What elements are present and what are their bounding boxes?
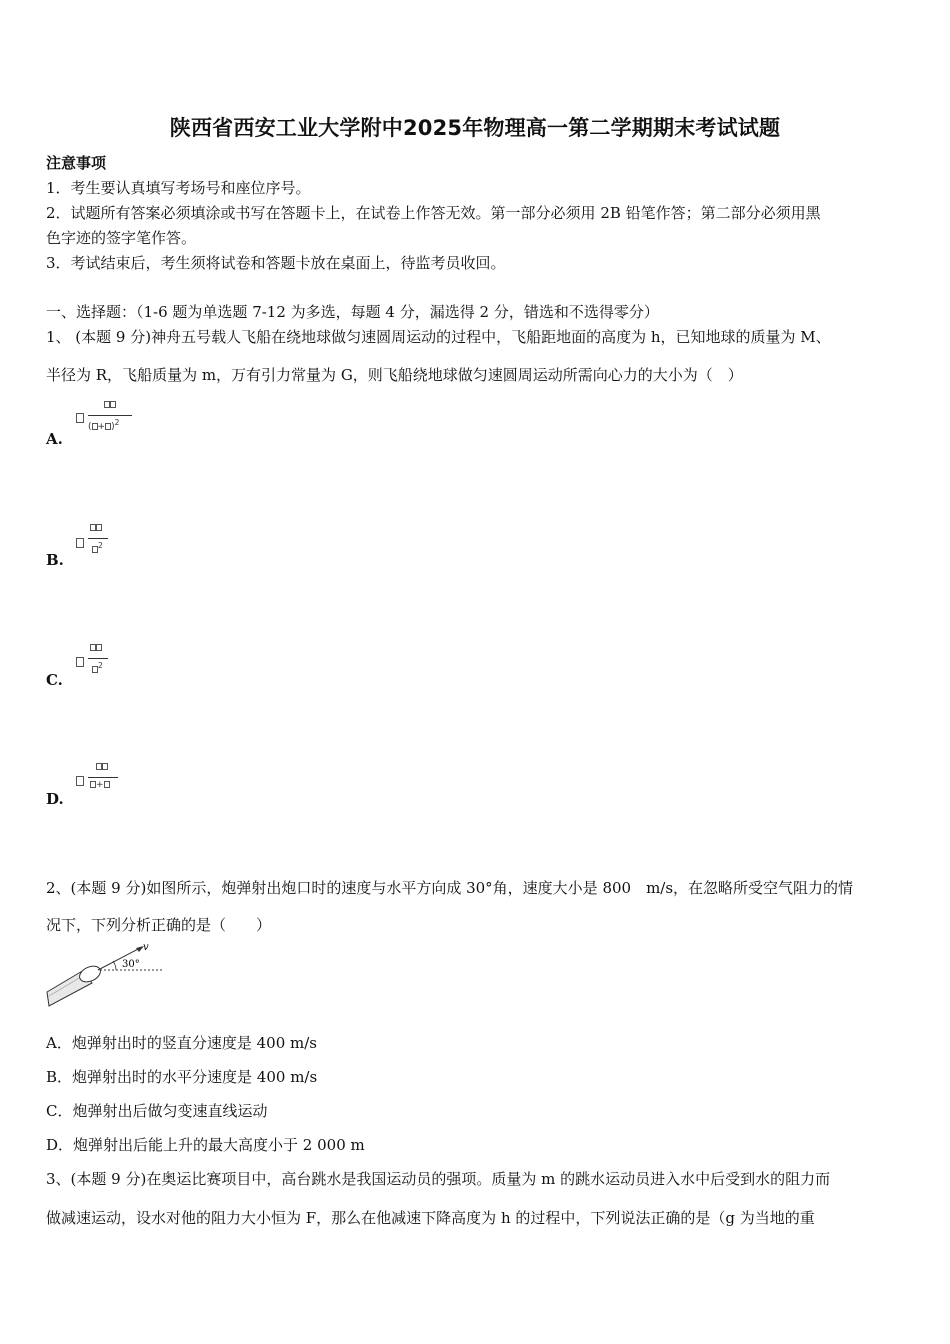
section-heading: 一、选择题：（1-6 题为单选题 7-12 为多选，每题 4 分，漏选得 2 分，错选和不选得零分） xyxy=(46,303,659,321)
velocity-label: v xyxy=(143,942,149,953)
option-a-formula: ( + )$^2$ xyxy=(88,400,134,434)
q2-option-c: C．炮弹射出后做匀变速直线运动 xyxy=(46,1102,268,1120)
question-2-line-2: 况下，下列分析正确的是（ ） xyxy=(46,916,272,934)
formula-placeholder-icon xyxy=(76,407,84,426)
question-3-line-1: 3、(本题 9 分)在奥运比赛项目中，高台跳水是我国运动员的强项。质量为 m 的跳水运动员进入水中后受到水的阻力而 xyxy=(46,1170,831,1188)
formula-placeholder-icon xyxy=(76,651,84,670)
option-b-formula: 2 xyxy=(88,523,110,557)
notice-item: 色字迹的签字笔作答。 xyxy=(46,229,197,247)
formula-placeholder-icon xyxy=(76,532,84,551)
q2-option-a: A．炮弹射出时的竖直分速度是 400 m/s xyxy=(46,1034,317,1052)
option-a-label: A. xyxy=(46,430,63,448)
page-title: 陕西省西安工业大学附中2025年物理高一第二学期期末考试试题 xyxy=(169,116,781,140)
option-c-formula: 2 xyxy=(88,643,110,677)
notice-item: 3．考试结束后，考生须将试卷和答题卡放在桌面上，待监考员收回。 xyxy=(46,254,506,272)
question-1-line-1: 1、 (本题 9 分)神舟五号载人飞船在绕地球做匀速圆周运动的过程中，飞船距地面的高度为 h，已知地球的质量为 M、 xyxy=(46,328,831,346)
angle-arc xyxy=(113,961,116,970)
formula-placeholder-icon xyxy=(76,770,84,789)
question-2-line-1: 2、(本题 9 分)如图所示，炮弹射出炮口时的速度与水平方向成 30°角，速度大小是 800 m/s，在忽略所受空气阻力的情 xyxy=(46,879,854,897)
angle-label: 30° xyxy=(122,959,140,970)
notice-heading: 注意事项 xyxy=(46,154,107,172)
question-1-line-2: 半径为 R，飞船质量为 m，万有引力常量为 G，则飞船绕地球做匀速圆周运动所需向心力的大小为（ ） xyxy=(46,366,743,384)
question-3-line-2: 做减速运动，设水对他的阻力大小恒为 F，那么在他减速下降高度为 h 的过程中，下列说法正确的是（g 为当地的重 xyxy=(46,1209,815,1227)
option-c-label: C. xyxy=(46,671,63,689)
option-d-label: D. xyxy=(46,790,64,808)
option-b-label: B. xyxy=(46,551,64,569)
q2-option-b: B．炮弹射出时的水平分速度是 400 m/s xyxy=(46,1068,318,1086)
q2-option-d: D．炮弹射出后能上升的最大高度小于 2 000 m xyxy=(46,1136,365,1154)
option-d-formula: + xyxy=(88,762,120,796)
notice-item: 2．试题所有答案必须填涂或书写在答题卡上，在试卷上作答无效。第一部分必须用 2B 铅笔作答；第二部分必须用黑 xyxy=(46,204,821,222)
cannon-figure xyxy=(44,940,174,1012)
notice-item: 1．考生要认真填写考场号和座位序号。 xyxy=(46,179,311,197)
